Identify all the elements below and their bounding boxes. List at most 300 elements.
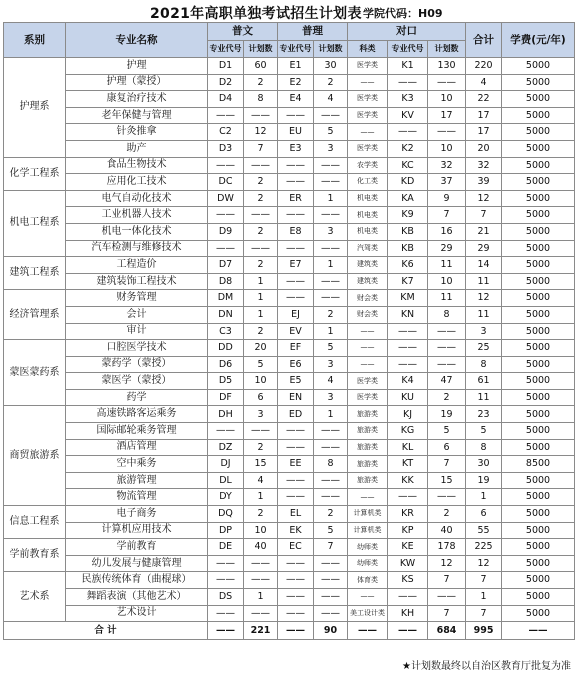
huli-plan-cell: 5 xyxy=(314,340,348,357)
huli-code-cell: —— xyxy=(278,240,314,257)
duikou-plan-cell: 178 xyxy=(428,539,466,556)
duikou-category-cell: 美工设计类 xyxy=(348,605,388,622)
major-name-cell: 幼儿发展与健康管理 xyxy=(66,555,208,572)
huli-plan-cell: —— xyxy=(314,290,348,307)
puwen-code-cell: —— xyxy=(208,107,244,124)
table-row xyxy=(4,589,575,606)
huli-code-cell: E4 xyxy=(278,91,314,108)
duikou-category-cell: 幼师类 xyxy=(348,539,388,556)
duikou-category-cell: 建筑类 xyxy=(348,257,388,274)
header-puwen-plan: 计划数 xyxy=(244,41,278,58)
major-name-cell: 物流管理 xyxy=(66,489,208,506)
tuition-fee-cell: 5000 xyxy=(502,373,575,390)
duikou-category-cell: 农学类 xyxy=(348,157,388,174)
huli-plan-cell: 4 xyxy=(314,373,348,390)
major-name-cell: 应用化工技术 xyxy=(66,174,208,191)
row-total-cell: 32 xyxy=(466,157,502,174)
table-row xyxy=(4,240,575,257)
major-name-cell: 艺术设计 xyxy=(66,605,208,622)
table-row xyxy=(4,373,575,390)
puwen-code-cell: DW xyxy=(208,190,244,207)
header-huli-code: 专业代号 xyxy=(278,41,314,58)
duikou-code-cell: KN xyxy=(388,306,428,323)
huli-plan-cell: —— xyxy=(314,589,348,606)
duikou-code-cell: KJ xyxy=(388,406,428,423)
table-row xyxy=(4,257,575,274)
puwen-plan-cell: 5 xyxy=(244,356,278,373)
total-row xyxy=(4,622,575,640)
tuition-fee-cell: 5000 xyxy=(502,74,575,91)
tuition-fee-cell: 5000 xyxy=(502,273,575,290)
duikou-code-cell: KH xyxy=(388,605,428,622)
huli-code-cell: —— xyxy=(278,605,314,622)
huli-plan-cell: —— xyxy=(314,489,348,506)
duikou-category-cell: 医学类 xyxy=(348,107,388,124)
table-row xyxy=(4,572,575,589)
page-title: 2021年高职单独考试招生计划表 xyxy=(150,6,362,22)
department-cell: 学前教育系 xyxy=(4,539,66,572)
puwen-code-cell: DJ xyxy=(208,456,244,473)
header-huli: 普理 xyxy=(278,23,348,41)
duikou-code-cell: K2 xyxy=(388,140,428,157)
duikou-code-cell: KM xyxy=(388,290,428,307)
row-total-cell: 220 xyxy=(466,58,502,75)
huli-plan-cell: 3 xyxy=(314,223,348,240)
duikou-plan-cell: —— xyxy=(428,340,466,357)
duikou-category-cell: 医学类 xyxy=(348,140,388,157)
table-row xyxy=(4,506,575,523)
puwen-plan-cell: 2 xyxy=(244,257,278,274)
duikou-plan-cell: 11 xyxy=(428,257,466,274)
huli-code-cell: —— xyxy=(278,207,314,224)
puwen-plan-cell: —— xyxy=(244,107,278,124)
puwen-code-cell: DN xyxy=(208,306,244,323)
duikou-plan-cell: 32 xyxy=(428,157,466,174)
duikou-plan-cell: —— xyxy=(428,323,466,340)
tuition-fee-cell: 5000 xyxy=(502,472,575,489)
puwen-plan-cell: 3 xyxy=(244,406,278,423)
total-cell: —— xyxy=(388,622,428,640)
department-cell: 蒙医蒙药系 xyxy=(4,340,66,406)
huli-code-cell: EF xyxy=(278,340,314,357)
row-total-cell: 19 xyxy=(466,472,502,489)
puwen-code-cell: DE xyxy=(208,539,244,556)
duikou-category-cell: 旅游类 xyxy=(348,472,388,489)
table-row xyxy=(4,140,575,157)
huli-plan-cell: —— xyxy=(314,555,348,572)
header-duikou-category: 科类 xyxy=(348,41,388,58)
table-row xyxy=(4,539,575,556)
duikou-plan-cell: —— xyxy=(428,74,466,91)
duikou-plan-cell: 2 xyxy=(428,389,466,406)
total-cell: —— xyxy=(502,622,575,640)
row-total-cell: 7 xyxy=(466,605,502,622)
header-dept: 系别 xyxy=(4,23,66,58)
puwen-code-cell: —— xyxy=(208,207,244,224)
major-name-cell: 老年保健与管理 xyxy=(66,107,208,124)
huli-code-cell: —— xyxy=(278,273,314,290)
table-row xyxy=(4,456,575,473)
tuition-fee-cell: 5000 xyxy=(502,489,575,506)
duikou-plan-cell: 7 xyxy=(428,572,466,589)
puwen-plan-cell: —— xyxy=(244,423,278,440)
major-name-cell: 蒙药学（蒙授） xyxy=(66,356,208,373)
huli-code-cell: —— xyxy=(278,174,314,191)
puwen-plan-cell: 4 xyxy=(244,472,278,489)
duikou-category-cell: 计算机类 xyxy=(348,522,388,539)
table-row xyxy=(4,190,575,207)
row-total-cell: 14 xyxy=(466,257,502,274)
puwen-plan-cell: 60 xyxy=(244,58,278,75)
major-name-cell: 学前教育 xyxy=(66,539,208,556)
major-name-cell: 工业机器人技术 xyxy=(66,207,208,224)
table-row xyxy=(4,74,575,91)
puwen-plan-cell: 2 xyxy=(244,190,278,207)
duikou-plan-cell: —— xyxy=(428,356,466,373)
duikou-plan-cell: 7 xyxy=(428,207,466,224)
major-name-cell: 民族传统体育（曲棍球） xyxy=(66,572,208,589)
row-total-cell: 30 xyxy=(466,456,502,473)
duikou-category-cell: 计算机类 xyxy=(348,506,388,523)
duikou-code-cell: KE xyxy=(388,539,428,556)
puwen-code-cell: D4 xyxy=(208,91,244,108)
duikou-plan-cell: 15 xyxy=(428,472,466,489)
duikou-plan-cell: 9 xyxy=(428,190,466,207)
huli-plan-cell: —— xyxy=(314,273,348,290)
puwen-plan-cell: 2 xyxy=(244,174,278,191)
table-row xyxy=(4,605,575,622)
major-name-cell: 康复治疗技术 xyxy=(66,91,208,108)
footnote: ★计划数最终以自治区教育厅批复为准 xyxy=(402,661,571,672)
huli-code-cell: —— xyxy=(278,439,314,456)
department-cell: 化学工程系 xyxy=(4,157,66,190)
table-row xyxy=(4,306,575,323)
major-name-cell: 会计 xyxy=(66,306,208,323)
table-row xyxy=(4,472,575,489)
row-total-cell: 8 xyxy=(466,356,502,373)
duikou-category-cell: 体育类 xyxy=(348,572,388,589)
table-row xyxy=(4,555,575,572)
duikou-code-cell: K1 xyxy=(388,58,428,75)
huli-code-cell: —— xyxy=(278,107,314,124)
puwen-plan-cell: 1 xyxy=(244,290,278,307)
huli-code-cell: E5 xyxy=(278,373,314,390)
huli-plan-cell: 4 xyxy=(314,91,348,108)
tuition-fee-cell: 5000 xyxy=(502,340,575,357)
table-row xyxy=(4,290,575,307)
table-row xyxy=(4,223,575,240)
row-total-cell: 4 xyxy=(466,74,502,91)
duikou-category-cell: 机电类 xyxy=(348,223,388,240)
puwen-code-cell: D9 xyxy=(208,223,244,240)
duikou-category-cell: —— xyxy=(348,356,388,373)
row-total-cell: 29 xyxy=(466,240,502,257)
puwen-plan-cell: 40 xyxy=(244,539,278,556)
puwen-plan-cell: —— xyxy=(244,207,278,224)
duikou-plan-cell: —— xyxy=(428,489,466,506)
duikou-plan-cell: 10 xyxy=(428,91,466,108)
huli-plan-cell: —— xyxy=(314,107,348,124)
duikou-code-cell: K6 xyxy=(388,257,428,274)
puwen-code-cell: DY xyxy=(208,489,244,506)
duikou-category-cell: —— xyxy=(348,489,388,506)
major-name-cell: 电气自动化技术 xyxy=(66,190,208,207)
row-total-cell: 39 xyxy=(466,174,502,191)
department-cell: 建筑工程系 xyxy=(4,257,66,290)
duikou-code-cell: —— xyxy=(388,124,428,141)
table-row xyxy=(4,389,575,406)
duikou-plan-cell: 130 xyxy=(428,58,466,75)
row-total-cell: 55 xyxy=(466,522,502,539)
puwen-code-cell: D7 xyxy=(208,257,244,274)
huli-plan-cell: —— xyxy=(314,572,348,589)
puwen-code-cell: D5 xyxy=(208,373,244,390)
tuition-fee-cell: 5000 xyxy=(502,107,575,124)
huli-plan-cell: —— xyxy=(314,240,348,257)
puwen-code-cell: D6 xyxy=(208,356,244,373)
huli-plan-cell: —— xyxy=(314,207,348,224)
tuition-fee-cell: 5000 xyxy=(502,58,575,75)
major-name-cell: 口腔医学技术 xyxy=(66,340,208,357)
duikou-code-cell: KB xyxy=(388,240,428,257)
major-name-cell: 蒙医学（蒙授） xyxy=(66,373,208,390)
huli-code-cell: EL xyxy=(278,506,314,523)
duikou-category-cell: 旅游类 xyxy=(348,423,388,440)
duikou-category-cell: 汽驾类 xyxy=(348,240,388,257)
row-total-cell: 6 xyxy=(466,506,502,523)
tuition-fee-cell: 5000 xyxy=(502,157,575,174)
duikou-plan-cell: 29 xyxy=(428,240,466,257)
puwen-plan-cell: 1 xyxy=(244,306,278,323)
row-total-cell: 8 xyxy=(466,439,502,456)
duikou-category-cell: —— xyxy=(348,323,388,340)
huli-plan-cell: 5 xyxy=(314,124,348,141)
puwen-code-cell: D2 xyxy=(208,74,244,91)
table-row xyxy=(4,323,575,340)
puwen-code-cell: —— xyxy=(208,572,244,589)
duikou-category-cell: 机电类 xyxy=(348,190,388,207)
table-row xyxy=(4,107,575,124)
tuition-fee-cell: 5000 xyxy=(502,190,575,207)
row-total-cell: 12 xyxy=(466,555,502,572)
header-huli-plan: 计划数 xyxy=(314,41,348,58)
huli-code-cell: —— xyxy=(278,589,314,606)
puwen-plan-cell: —— xyxy=(244,572,278,589)
duikou-category-cell: 旅游类 xyxy=(348,439,388,456)
table-row xyxy=(4,439,575,456)
puwen-code-cell: DC xyxy=(208,174,244,191)
header-puwen: 普文 xyxy=(208,23,278,41)
duikou-plan-cell: —— xyxy=(428,124,466,141)
duikou-code-cell: —— xyxy=(388,74,428,91)
header-puwen-code: 专业代号 xyxy=(208,41,244,58)
major-name-cell: 机电一体化技术 xyxy=(66,223,208,240)
huli-code-cell: E2 xyxy=(278,74,314,91)
duikou-plan-cell: 7 xyxy=(428,456,466,473)
huli-plan-cell: 5 xyxy=(314,522,348,539)
puwen-plan-cell: 1 xyxy=(244,489,278,506)
row-total-cell: 21 xyxy=(466,223,502,240)
duikou-category-cell: 财会类 xyxy=(348,306,388,323)
puwen-plan-cell: 8 xyxy=(244,91,278,108)
tuition-fee-cell: 5000 xyxy=(502,589,575,606)
duikou-code-cell: KK xyxy=(388,472,428,489)
row-total-cell: 12 xyxy=(466,290,502,307)
huli-code-cell: —— xyxy=(278,290,314,307)
huli-plan-cell: —— xyxy=(314,605,348,622)
row-total-cell: 20 xyxy=(466,140,502,157)
duikou-code-cell: KP xyxy=(388,522,428,539)
puwen-code-cell: DL xyxy=(208,472,244,489)
tuition-fee-cell: 5000 xyxy=(502,257,575,274)
duikou-plan-cell: 10 xyxy=(428,140,466,157)
school-code: 学院代码：H09 xyxy=(363,7,443,20)
total-cell: 684 xyxy=(428,622,466,640)
header-duikou-plan: 计划数 xyxy=(428,41,466,58)
huli-code-cell: E7 xyxy=(278,257,314,274)
tuition-fee-cell: 5000 xyxy=(502,140,575,157)
row-total-cell: 61 xyxy=(466,373,502,390)
huli-plan-cell: 1 xyxy=(314,323,348,340)
department-cell: 信息工程系 xyxy=(4,506,66,539)
puwen-plan-cell: 20 xyxy=(244,340,278,357)
puwen-plan-cell: 7 xyxy=(244,140,278,157)
major-name-cell: 计算机应用技术 xyxy=(66,522,208,539)
puwen-plan-cell: 1 xyxy=(244,589,278,606)
tuition-fee-cell: 5000 xyxy=(502,306,575,323)
row-total-cell: 7 xyxy=(466,207,502,224)
duikou-plan-cell: 6 xyxy=(428,439,466,456)
puwen-code-cell: DH xyxy=(208,406,244,423)
table-row xyxy=(4,124,575,141)
huli-code-cell: —— xyxy=(278,489,314,506)
duikou-plan-cell: 5 xyxy=(428,423,466,440)
table-row xyxy=(4,207,575,224)
duikou-code-cell: —— xyxy=(388,489,428,506)
tuition-fee-cell: 5000 xyxy=(502,406,575,423)
huli-plan-cell: 30 xyxy=(314,58,348,75)
duikou-code-cell: KL xyxy=(388,439,428,456)
department-cell: 机电工程系 xyxy=(4,190,66,256)
duikou-category-cell: 旅游类 xyxy=(348,456,388,473)
duikou-plan-cell: 16 xyxy=(428,223,466,240)
puwen-code-cell: DD xyxy=(208,340,244,357)
tuition-fee-cell: 5000 xyxy=(502,506,575,523)
tuition-fee-cell: 5000 xyxy=(502,240,575,257)
huli-plan-cell: —— xyxy=(314,439,348,456)
duikou-category-cell: —— xyxy=(348,589,388,606)
row-total-cell: 17 xyxy=(466,107,502,124)
puwen-plan-cell: —— xyxy=(244,240,278,257)
major-name-cell: 建筑装饰工程技术 xyxy=(66,273,208,290)
major-name-cell: 电子商务 xyxy=(66,506,208,523)
duikou-plan-cell: 11 xyxy=(428,290,466,307)
duikou-plan-cell: 19 xyxy=(428,406,466,423)
table-row xyxy=(4,423,575,440)
puwen-code-cell: DZ xyxy=(208,439,244,456)
header-total: 合计 xyxy=(466,23,502,58)
header-duikou-code: 专业代号 xyxy=(388,41,428,58)
tuition-fee-cell: 5000 xyxy=(502,439,575,456)
huli-plan-cell: 2 xyxy=(314,74,348,91)
huli-plan-cell: —— xyxy=(314,423,348,440)
puwen-plan-cell: 2 xyxy=(244,439,278,456)
duikou-plan-cell: 7 xyxy=(428,605,466,622)
huli-plan-cell: 2 xyxy=(314,306,348,323)
duikou-plan-cell: 40 xyxy=(428,522,466,539)
major-name-cell: 汽车检测与维修技术 xyxy=(66,240,208,257)
row-total-cell: 25 xyxy=(466,340,502,357)
huli-code-cell: EV xyxy=(278,323,314,340)
major-name-cell: 助产 xyxy=(66,140,208,157)
duikou-plan-cell: —— xyxy=(428,589,466,606)
major-name-cell: 审计 xyxy=(66,323,208,340)
huli-code-cell: EU xyxy=(278,124,314,141)
puwen-plan-cell: 2 xyxy=(244,223,278,240)
tuition-fee-cell: 5000 xyxy=(502,356,575,373)
huli-code-cell: —— xyxy=(278,472,314,489)
table-row xyxy=(4,157,575,174)
duikou-code-cell: —— xyxy=(388,340,428,357)
huli-code-cell: EK xyxy=(278,522,314,539)
duikou-plan-cell: 17 xyxy=(428,107,466,124)
duikou-code-cell: KG xyxy=(388,423,428,440)
duikou-code-cell: KU xyxy=(388,389,428,406)
huli-code-cell: EC xyxy=(278,539,314,556)
tuition-fee-cell: 5000 xyxy=(502,605,575,622)
puwen-plan-cell: 12 xyxy=(244,124,278,141)
tuition-fee-cell: 5000 xyxy=(502,555,575,572)
duikou-plan-cell: 47 xyxy=(428,373,466,390)
department-cell: 艺术系 xyxy=(4,572,66,622)
duikou-code-cell: KS xyxy=(388,572,428,589)
huli-plan-cell: 1 xyxy=(314,190,348,207)
major-name-cell: 舞蹈表演（其他艺术） xyxy=(66,589,208,606)
tuition-fee-cell: 5000 xyxy=(502,174,575,191)
puwen-plan-cell: 15 xyxy=(244,456,278,473)
puwen-plan-cell: 6 xyxy=(244,389,278,406)
major-name-cell: 财务管理 xyxy=(66,290,208,307)
row-total-cell: 1 xyxy=(466,589,502,606)
major-name-cell: 国际邮轮乘务管理 xyxy=(66,423,208,440)
duikou-category-cell: 化工类 xyxy=(348,174,388,191)
huli-code-cell: E8 xyxy=(278,223,314,240)
duikou-category-cell: —— xyxy=(348,340,388,357)
row-total-cell: 225 xyxy=(466,539,502,556)
puwen-code-cell: —— xyxy=(208,605,244,622)
puwen-code-cell: DQ xyxy=(208,506,244,523)
table-row xyxy=(4,489,575,506)
duikou-code-cell: —— xyxy=(388,356,428,373)
major-name-cell: 食品生物技术 xyxy=(66,157,208,174)
total-label: 合 计 xyxy=(4,622,208,640)
tuition-fee-cell: 5000 xyxy=(502,389,575,406)
title-bar xyxy=(0,0,577,22)
header-fee: 学费(元/年) xyxy=(502,23,575,58)
duikou-plan-cell: 2 xyxy=(428,506,466,523)
puwen-plan-cell: —— xyxy=(244,157,278,174)
duikou-category-cell: 医学类 xyxy=(348,373,388,390)
puwen-code-cell: C3 xyxy=(208,323,244,340)
major-name-cell: 针灸推拿 xyxy=(66,124,208,141)
tuition-fee-cell: 5000 xyxy=(502,290,575,307)
table-row xyxy=(4,91,575,108)
huli-plan-cell: 2 xyxy=(314,506,348,523)
tuition-fee-cell: 5000 xyxy=(502,124,575,141)
tuition-fee-cell: 5000 xyxy=(502,207,575,224)
duikou-plan-cell: 12 xyxy=(428,555,466,572)
huli-plan-cell: 3 xyxy=(314,356,348,373)
